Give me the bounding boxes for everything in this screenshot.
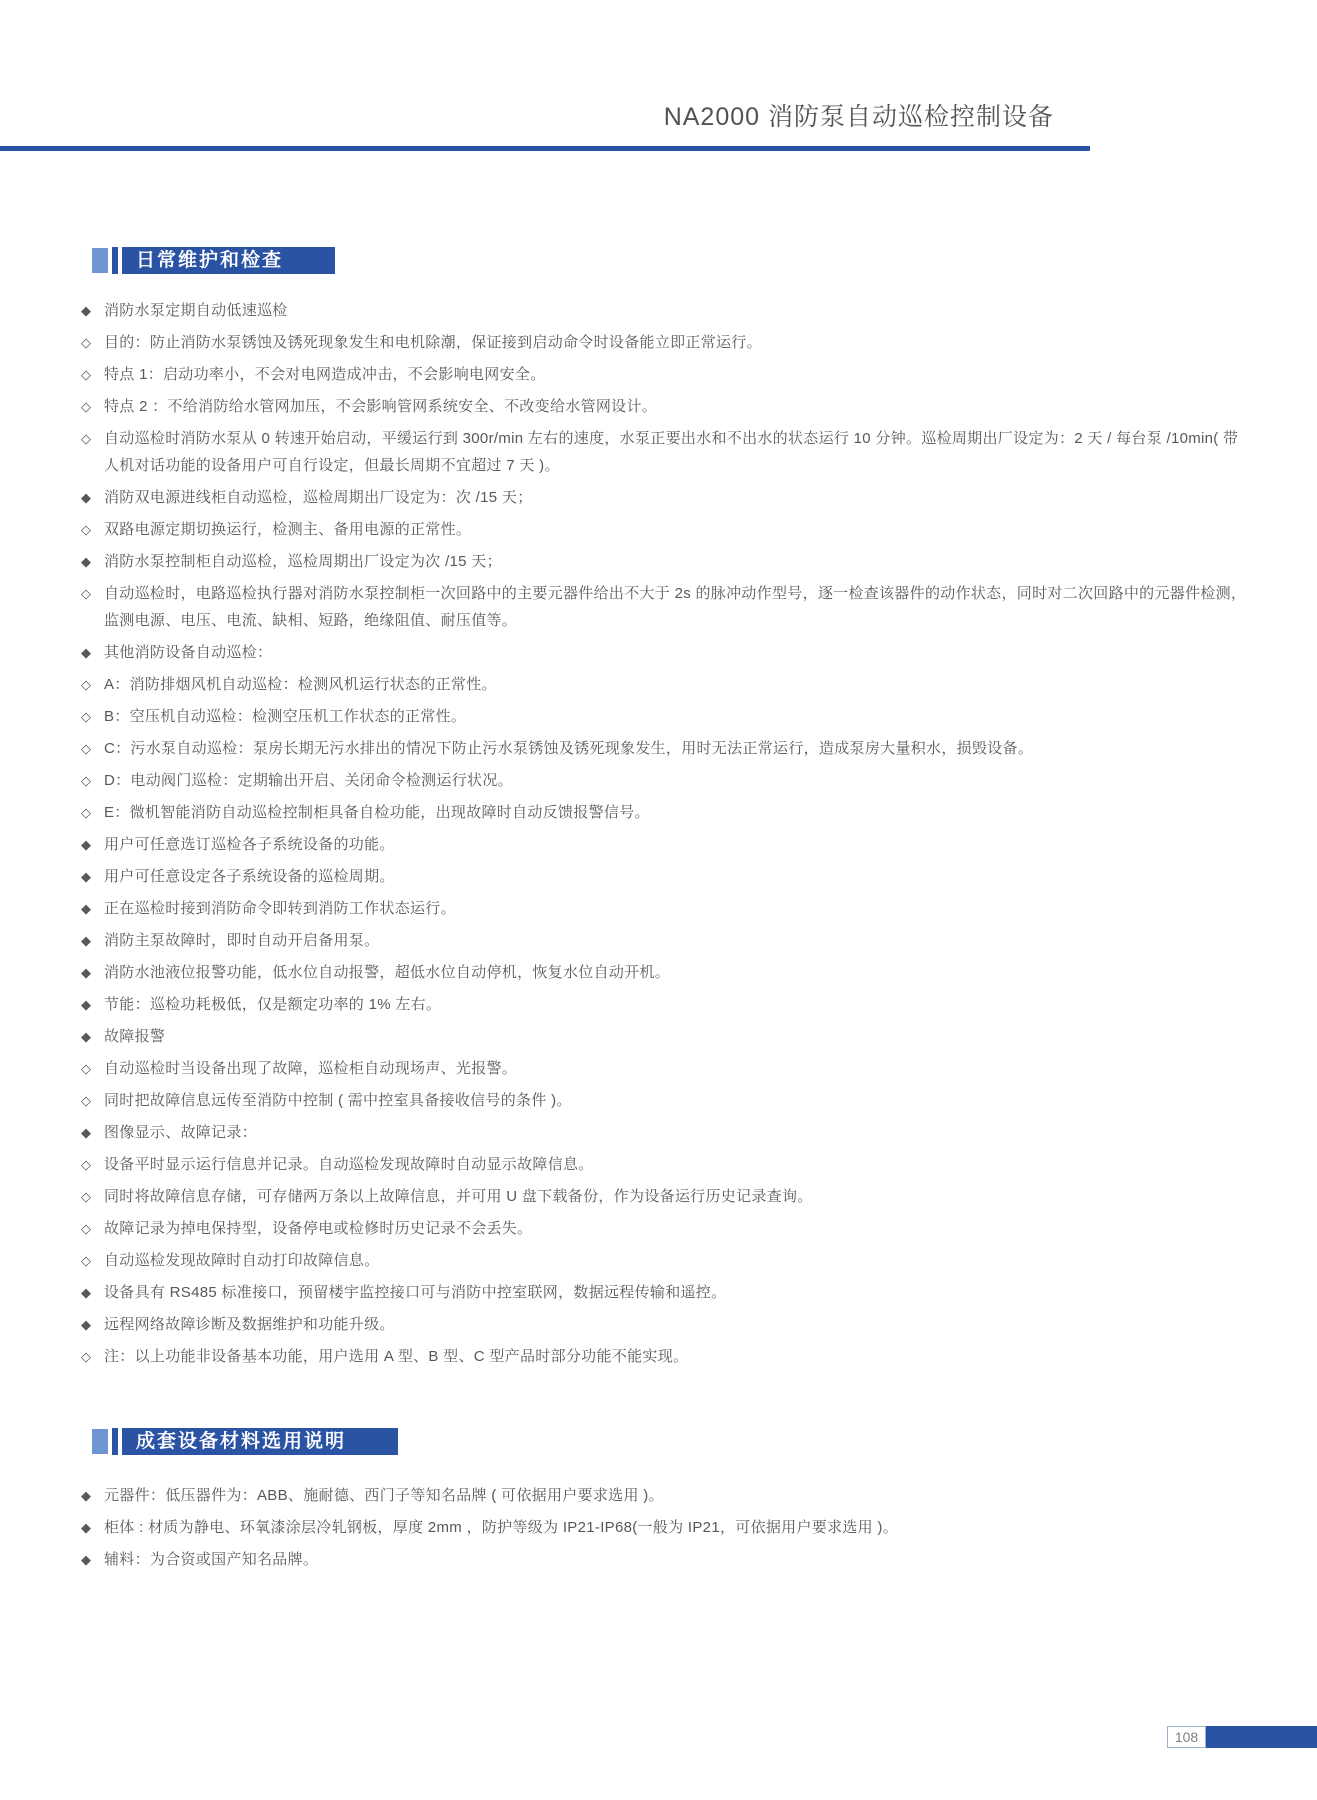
list-item — [81, 297, 1253, 324]
diamond-bullet-icon: ◇ — [81, 431, 92, 446]
list-item — [81, 1311, 1253, 1338]
list-item-text: 用户可任意选订巡检各子系统设备的功能。 — [104, 836, 395, 853]
list-item — [81, 1183, 1253, 1210]
diamond-bullet-icon: ◆ — [81, 1520, 92, 1535]
diamond-bullet-icon: ◇ — [81, 586, 92, 601]
page-number: 108 — [1167, 1726, 1206, 1748]
section-title: 成套设备材料选用说明 — [122, 1428, 398, 1455]
list-item — [81, 425, 1253, 479]
diamond-bullet-icon: ◇ — [81, 1093, 92, 1108]
list-item — [81, 1247, 1253, 1274]
list-item — [81, 484, 1253, 511]
list-item-text: 辅料：为合资或国产知名品牌。 — [104, 1551, 319, 1568]
section-1-list — [81, 297, 1253, 1375]
diamond-bullet-icon: ◆ — [81, 901, 92, 916]
diamond-bullet-icon: ◆ — [81, 1285, 92, 1300]
list-item-text: 消防主泵故障时，即时自动开启备用泵。 — [104, 932, 380, 949]
diamond-bullet-icon: ◆ — [81, 645, 92, 660]
diamond-bullet-icon: ◇ — [81, 1061, 92, 1076]
list-item — [81, 1343, 1253, 1370]
heading-square-icon — [92, 248, 108, 273]
list-item — [81, 863, 1253, 890]
list-item-text: 故障报警 — [104, 1028, 166, 1045]
list-item — [81, 895, 1253, 922]
list-item-text: 自动巡检发现故障时自动打印故障信息。 — [104, 1252, 380, 1269]
header-rule — [0, 146, 1090, 151]
footer-bar — [1206, 1726, 1317, 1748]
list-item-text: E：微机智能消防自动巡检控制柜具备自检功能，出现故障时自动反馈报警信号。 — [104, 804, 650, 821]
list-item — [81, 735, 1253, 762]
diamond-bullet-icon: ◇ — [81, 1157, 92, 1172]
list-item-text: C：污水泵自动巡检：泵房长期无污水排出的情况下防止污水泵锈蚀及锈死现象发生，用时无法正常运行，造成泵房大量积水，损毁设备。 — [104, 740, 1034, 757]
diamond-bullet-icon: ◇ — [81, 335, 92, 350]
list-item-text: 消防水泵定期自动低速巡检 — [104, 302, 288, 319]
list-item — [81, 1087, 1253, 1114]
diamond-bullet-icon: ◆ — [81, 965, 92, 980]
diamond-bullet-icon: ◆ — [81, 997, 92, 1012]
page-title: NA2000 消防泵自动巡检控制设备 — [663, 103, 1054, 131]
list-item — [81, 1151, 1253, 1178]
list-item-text: 消防水泵控制柜自动巡检，巡检周期出厂设定为次 /15 天； — [104, 553, 502, 570]
list-item — [81, 1119, 1253, 1146]
list-item-text: D：电动阀门巡检：定期输出开启、关闭命令检测运行状况。 — [104, 772, 513, 789]
diamond-bullet-icon: ◇ — [81, 522, 92, 537]
list-item-text: 设备平时显示运行信息并记录。自动巡检发现故障时自动显示故障信息。 — [104, 1156, 594, 1173]
list-item — [81, 671, 1253, 698]
diamond-bullet-icon: ◆ — [81, 869, 92, 884]
diamond-bullet-icon: ◆ — [81, 1552, 92, 1567]
diamond-bullet-icon: ◇ — [81, 709, 92, 724]
diamond-bullet-icon: ◆ — [81, 837, 92, 852]
diamond-bullet-icon: ◆ — [81, 303, 92, 318]
list-item — [81, 991, 1253, 1018]
diamond-bullet-icon: ◇ — [81, 1189, 92, 1204]
list-item — [81, 329, 1253, 356]
diamond-bullet-icon: ◇ — [81, 399, 92, 414]
list-item — [81, 767, 1253, 794]
list-item — [81, 927, 1253, 954]
diamond-bullet-icon: ◇ — [81, 1253, 92, 1268]
list-item-text: 故障记录为掉电保持型，设备停电或检修时历史记录不会丢失。 — [104, 1220, 533, 1237]
list-item-text: B：空压机自动巡检：检测空压机工作状态的正常性。 — [104, 708, 467, 725]
list-item-text: 远程网络故障诊断及数据维护和功能升级。 — [104, 1316, 395, 1333]
list-item — [81, 639, 1253, 666]
list-item — [81, 831, 1253, 858]
list-item — [81, 580, 1253, 634]
list-item-text: 图像显示、故障记录： — [104, 1124, 258, 1141]
diamond-bullet-icon: ◆ — [81, 933, 92, 948]
diamond-bullet-icon: ◇ — [81, 773, 92, 788]
section-2-list — [81, 1482, 1253, 1578]
list-item — [81, 1215, 1253, 1242]
list-item — [81, 1514, 1253, 1541]
heading-strip-icon — [112, 1428, 118, 1455]
list-item-text: 注：以上功能非设备基本功能，用户选用 A 型、B 型、C 型产品时部分功能不能实现。 — [104, 1348, 689, 1365]
list-item-text: 自动巡检时消防水泵从 0 转速开始启动，平缓运行到 300r/min 左右的速度，水泵正要出水和不出水的状态运行 10 分钟。巡检周期出厂设定为：2 天 / 每台泵 /10min( 带人机对话功能的设备用户可自行设定，但最长周期不宜超过 7 天 )。 — [104, 430, 1239, 474]
diamond-bullet-icon: ◇ — [81, 741, 92, 756]
diamond-bullet-icon: ◆ — [81, 1488, 92, 1503]
list-item-text: 特点 1：启动功率小，不会对电网造成冲击，不会影响电网安全。 — [104, 366, 546, 383]
list-item — [81, 1055, 1253, 1082]
list-item-text: 节能：巡检功耗极低，仅是额定功率的 1% 左右。 — [104, 996, 442, 1013]
list-item-text: 消防双电源进线柜自动巡检，巡检周期出厂设定为：次 /15 天； — [104, 489, 533, 506]
diamond-bullet-icon: ◆ — [81, 1125, 92, 1140]
list-item-text: 特点 2 ：不给消防给水管网加压，不会影响管网系统安全、不改变给水管网设计。 — [104, 398, 658, 415]
heading-square-icon — [92, 1429, 108, 1454]
list-item-text: A：消防排烟风机自动巡检：检测风机运行状态的正常性。 — [104, 676, 497, 693]
heading-strip-icon — [112, 247, 118, 274]
list-item-text: 目的：防止消防水泵锈蚀及锈死现象发生和电机除潮，保证接到启动命令时设备能立即正常运行。 — [104, 334, 762, 351]
list-item-text: 双路电源定期切换运行，检测主、备用电源的正常性。 — [104, 521, 472, 538]
list-item-text: 设备具有 RS485 标准接口，预留楼宇监控接口可与消防中控室联网，数据远程传输和遥控。 — [104, 1284, 727, 1301]
list-item — [81, 959, 1253, 986]
diamond-bullet-icon: ◇ — [81, 1349, 92, 1364]
list-item-text: 元器件：低压器件为：ABB、施耐德、西门子等知名品牌 ( 可依据用户要求选用 )。 — [104, 1487, 664, 1504]
list-item-text: 自动巡检时当设备出现了故障，巡检柜自动现场声、光报警。 — [104, 1060, 518, 1077]
list-item-text: 正在巡检时接到消防命令即转到消防工作状态运行。 — [104, 900, 456, 917]
list-item — [81, 1023, 1253, 1050]
list-item-text: 自动巡检时，电路巡检执行器对消防水泵控制柜一次回路中的主要元器件给出不大于 2s 的脉冲动作型号，逐一检查该器件的动作状态，同时对二次回路中的元器件检测，监测电源、电压、电流、缺相、短路，绝缘阻值、耐压值等。 — [104, 585, 1247, 629]
list-item — [81, 1482, 1253, 1509]
section-title: 日常维护和检查 — [122, 247, 335, 274]
diamond-bullet-icon: ◇ — [81, 677, 92, 692]
list-item-text: 用户可任意设定各子系统设备的巡检周期。 — [104, 868, 395, 885]
list-item — [81, 799, 1253, 826]
list-item — [81, 393, 1253, 420]
list-item-text: 消防水池液位报警功能，低水位自动报警，超低水位自动停机，恢复水位自动开机。 — [104, 964, 671, 981]
list-item-text: 同时把故障信息远传至消防中控制 ( 需中控室具备接收信号的条件 )。 — [104, 1092, 572, 1109]
diamond-bullet-icon: ◇ — [81, 1221, 92, 1236]
list-item — [81, 516, 1253, 543]
list-item — [81, 703, 1253, 730]
list-item-text: 柜体 : 材质为静电、环氧漆涂层冷轧钢板，厚度 2mm ，防护等级为 IP21-IP68(一般为 IP21，可依据用户要求选用 )。 — [104, 1519, 899, 1536]
diamond-bullet-icon: ◆ — [81, 490, 92, 505]
diamond-bullet-icon: ◇ — [81, 367, 92, 382]
list-item — [81, 361, 1253, 388]
list-item — [81, 548, 1253, 575]
list-item — [81, 1546, 1253, 1573]
diamond-bullet-icon: ◆ — [81, 1029, 92, 1044]
list-item-text: 同时将故障信息存储，可存储两万条以上故障信息，并可用 U 盘下载备份，作为设备运行历史记录查询。 — [104, 1188, 813, 1205]
list-item — [81, 1279, 1253, 1306]
diamond-bullet-icon: ◆ — [81, 554, 92, 569]
list-item-text: 其他消防设备自动巡检： — [104, 644, 273, 661]
diamond-bullet-icon: ◇ — [81, 805, 92, 820]
diamond-bullet-icon: ◆ — [81, 1317, 92, 1332]
